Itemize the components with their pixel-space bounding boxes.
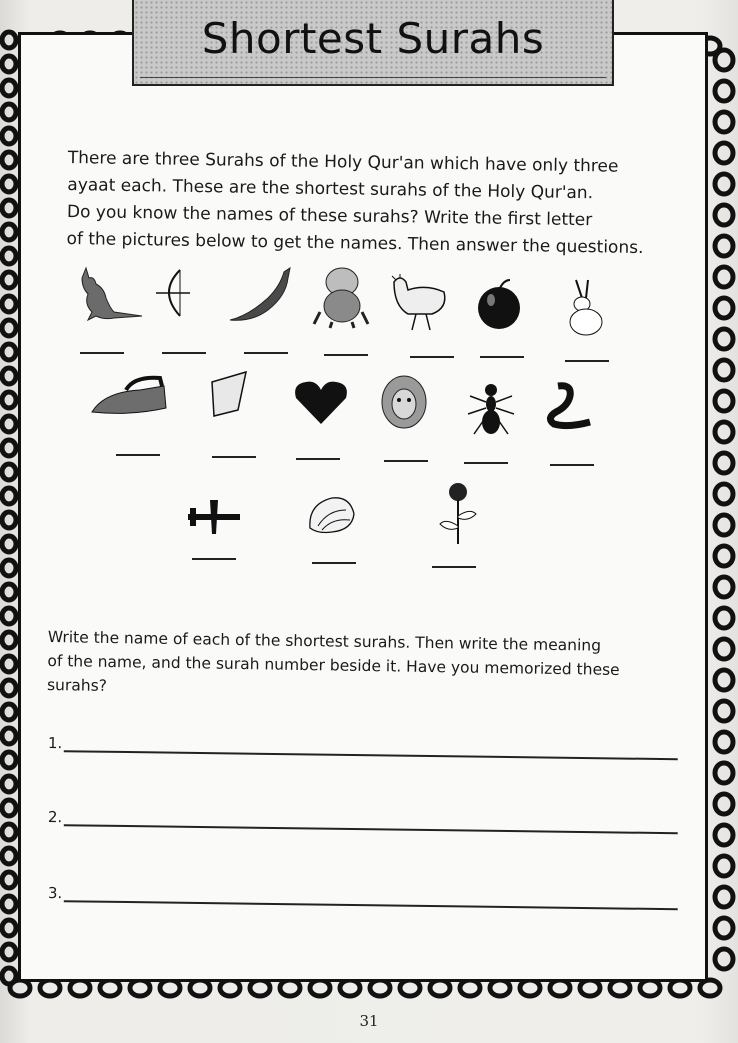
border-ring — [2, 584, 16, 600]
rose-icon — [434, 480, 498, 550]
border-ring — [715, 205, 733, 225]
border-ring — [550, 980, 570, 996]
instruction-line: surahs? — [46, 675, 108, 695]
border-ring — [400, 980, 420, 996]
border-ring — [2, 824, 16, 840]
border-ring — [715, 143, 733, 163]
border-ring — [2, 608, 16, 624]
answer-rule — [64, 824, 678, 834]
border-ring — [715, 918, 733, 938]
border-ring — [715, 670, 733, 690]
border-ring — [280, 980, 300, 996]
border-ring — [715, 329, 733, 349]
border-ring — [715, 484, 733, 504]
whale-icon — [228, 266, 292, 336]
border-ring — [715, 763, 733, 783]
border-ring — [2, 368, 16, 384]
border-ring — [2, 728, 16, 744]
hen-icon — [386, 272, 450, 342]
border-ring — [10, 980, 30, 996]
border-ring — [340, 980, 360, 996]
border-ring — [2, 56, 16, 72]
letter-blank[interactable] — [384, 460, 428, 462]
answer-number: 1. — [47, 734, 63, 753]
border-ring — [715, 794, 733, 814]
intro-line: There are three Surahs of the Holy Qur'an which have only three — [67, 147, 619, 177]
border-ring — [520, 980, 540, 996]
border-ring — [2, 344, 16, 360]
snake-icon — [540, 382, 604, 452]
border-ring — [2, 680, 16, 696]
border-ring — [2, 80, 16, 96]
border-ring — [2, 248, 16, 264]
border-ring — [715, 422, 733, 442]
rabbit-icon — [562, 278, 626, 348]
border-ring — [130, 980, 150, 996]
border-ring — [700, 980, 720, 996]
border-ring — [70, 980, 90, 996]
letter-blank[interactable] — [162, 352, 206, 354]
border-ring — [715, 174, 733, 194]
letter-blank[interactable] — [464, 462, 508, 464]
border-ring — [715, 701, 733, 721]
border-ring — [715, 639, 733, 659]
letter-blank[interactable] — [80, 352, 124, 354]
letter-blank[interactable] — [410, 356, 454, 358]
border-ring — [2, 944, 16, 960]
letter-blank[interactable] — [116, 454, 160, 456]
letter-blank[interactable] — [565, 360, 609, 362]
border-ring — [670, 980, 690, 996]
border-ring — [430, 980, 450, 996]
letter-blank[interactable] — [192, 558, 236, 560]
border-ring — [2, 920, 16, 936]
instruction-line: Write the name of each of the shortest surahs. Then write the meaning — [47, 627, 602, 655]
border-ring — [2, 440, 16, 456]
border-ring — [715, 546, 733, 566]
border-ring — [715, 608, 733, 628]
border-ring — [715, 391, 733, 411]
turtle-icon — [310, 262, 374, 332]
intro-line: Do you know the names of these surahs? Write the first letter — [66, 201, 593, 231]
border-ring — [2, 800, 16, 816]
border-ring — [2, 896, 16, 912]
answer-number: 3. — [47, 884, 63, 903]
border-ring — [2, 104, 16, 120]
border-ring — [2, 296, 16, 312]
border-ring — [715, 112, 733, 132]
border-ring — [2, 152, 16, 168]
border-ring — [2, 560, 16, 576]
letter-blank[interactable] — [296, 458, 340, 460]
instructions-paragraph — [47, 625, 668, 707]
kangaroo-icon — [74, 264, 138, 334]
border-ring — [715, 360, 733, 380]
letter-blank[interactable] — [312, 562, 356, 564]
border-ring — [2, 536, 16, 552]
border-ring — [2, 632, 16, 648]
border-ring — [40, 980, 60, 996]
answer-rule — [64, 900, 678, 910]
shell-icon — [306, 492, 370, 562]
border-ring — [715, 81, 733, 101]
letter-blank[interactable] — [432, 566, 476, 568]
lion-icon — [380, 374, 444, 444]
border-ring — [2, 848, 16, 864]
border-ring — [2, 320, 16, 336]
intro-paragraph — [66, 145, 688, 263]
border-ring — [310, 980, 330, 996]
title-banner — [132, 0, 614, 86]
border-ring — [2, 272, 16, 288]
iron-icon — [90, 372, 154, 442]
letter-blank[interactable] — [212, 456, 256, 458]
answer-rule — [64, 750, 678, 760]
ant-icon — [464, 380, 528, 450]
border-ring — [2, 32, 16, 48]
border-ring — [715, 949, 733, 969]
letter-blank[interactable] — [550, 464, 594, 466]
border-ring — [2, 200, 16, 216]
letter-blank[interactable] — [480, 356, 524, 358]
border-ring — [715, 267, 733, 287]
border-ring — [715, 453, 733, 473]
border-ring — [2, 224, 16, 240]
border-ring — [715, 236, 733, 256]
border-ring — [2, 392, 16, 408]
border-ring — [715, 298, 733, 318]
border-ring — [370, 980, 390, 996]
border-ring — [580, 980, 600, 996]
border-ring — [2, 752, 16, 768]
border-ring — [460, 980, 480, 996]
border-ring — [715, 887, 733, 907]
border-ring — [2, 704, 16, 720]
intro-line: of the pictures below to get the names. Then answer the questions. — [66, 228, 644, 259]
border-ring — [490, 980, 510, 996]
answer-number: 2. — [47, 808, 63, 827]
border-ring — [100, 980, 120, 996]
border-ring — [160, 980, 180, 996]
border-ring — [715, 856, 733, 876]
airplane-icon — [186, 494, 250, 564]
border-ring — [610, 980, 630, 996]
border-ring — [2, 128, 16, 144]
border-ring — [2, 464, 16, 480]
border-ring — [2, 416, 16, 432]
bow-icon — [152, 268, 216, 338]
page-number: 31 — [359, 1012, 379, 1030]
border-ring — [640, 980, 660, 996]
border-ring — [2, 176, 16, 192]
letter-blank[interactable] — [324, 354, 368, 356]
instruction-line: of the name, and the surah number beside it. Have you memorized these — [47, 651, 620, 679]
border-ring — [220, 980, 240, 996]
border-ring — [190, 980, 210, 996]
page-title: Shortest Surahs — [201, 14, 545, 63]
border-ring — [250, 980, 270, 996]
apple-icon — [474, 278, 538, 348]
heart-icon — [292, 378, 356, 448]
border-ring — [2, 872, 16, 888]
border-ring — [715, 577, 733, 597]
border-ring — [2, 656, 16, 672]
intro-line: ayaat each. These are the shortest surahs of the Holy Qur'an. — [67, 174, 594, 204]
kite-icon — [208, 370, 272, 440]
border-ring — [715, 515, 733, 535]
border-ring — [2, 488, 16, 504]
letter-blank[interactable] — [244, 352, 288, 354]
border-ring — [715, 732, 733, 752]
border-ring — [715, 825, 733, 845]
border-ring — [2, 776, 16, 792]
border-ring — [2, 512, 16, 528]
